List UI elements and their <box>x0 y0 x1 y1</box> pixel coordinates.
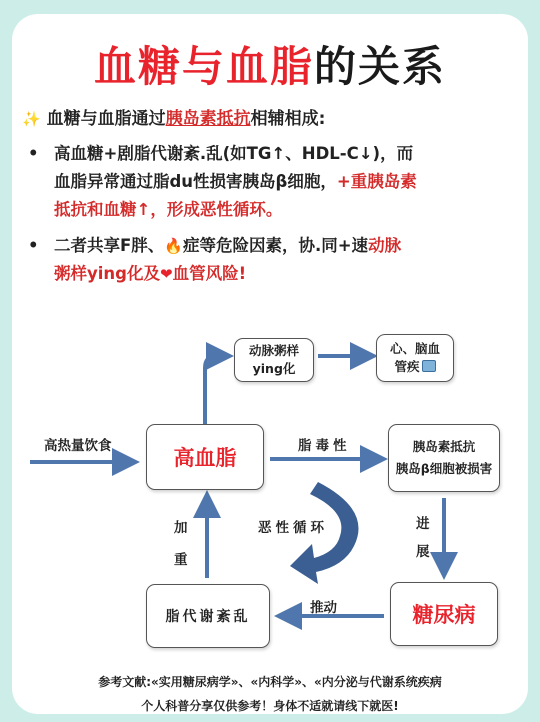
reference-line-2: 个人科普分享仅供参考！身体不适就请线下就医! <box>141 699 399 713</box>
heart-icon: ❤ <box>159 265 173 283</box>
bullet-1 <box>28 140 508 224</box>
node-insulin-line-1: 胰岛素抵抗 <box>412 439 476 454</box>
node-atherosclerosis <box>234 338 314 382</box>
node-athero-line-2: ying化 <box>252 361 296 376</box>
bullet-1-line-2: 血脂异常通过脂du性损害胰岛β细胞， <box>54 172 337 191</box>
flow-diagram <box>0 320 540 660</box>
label-drive: 推动 <box>310 600 337 616</box>
bullet-2 <box>28 232 508 288</box>
bullet-2-line-2a: 粥样ying化及 <box>54 264 160 283</box>
bullet-dot: • <box>28 236 39 255</box>
reference-line-1: 参考文献:«实用糖尿病学»、«内科学»、«内分泌与代谢系统疾病 <box>98 675 442 689</box>
node-insulin-resistance <box>388 424 500 492</box>
intro-after: 相辅相成: <box>250 109 326 129</box>
label-aggravate-2: 重 <box>174 552 188 568</box>
input-label: 高热量饮食 <box>44 438 112 454</box>
hospital-icon <box>422 360 436 372</box>
arrow-to-athero <box>205 356 222 425</box>
fire-icon: 🔥 <box>164 237 183 255</box>
label-aggravate-1: 加 <box>174 520 188 536</box>
node-high-lipid: 高血脂 <box>146 424 264 490</box>
bullet-2-line-2b: 血管风险! <box>172 264 247 283</box>
title-part-1: 血糖与血脂 <box>93 42 314 91</box>
intro-highlight: 胰岛素抵抗 <box>165 109 251 129</box>
bullet-1-line-2-red: +重胰岛素 <box>336 172 417 191</box>
bullet-2-line-1: 二者共享F胖、 <box>54 236 165 255</box>
node-insulin-line-2: 胰岛β细胞被损害 <box>395 461 493 476</box>
bullet-1-line-1: 高血糖+剧脂代谢紊.乱(如TG↑、HDL-C↓)，而 <box>54 144 414 163</box>
sparkles-icon: ✨ <box>22 110 41 128</box>
node-diabetes: 糖尿病 <box>390 582 498 646</box>
page-title <box>0 34 540 94</box>
bullet-1-line-3: 抵抗和血糖↑，形成恶性循环。 <box>54 200 283 219</box>
node-heart-line-1: 心、脑血 <box>389 341 440 356</box>
label-toxicity: 脂毒性 <box>298 438 351 454</box>
bullet-2-line-1-red: 动脉 <box>368 236 402 255</box>
node-lipid-disorder: 脂代谢紊乱 <box>146 584 270 648</box>
intro-before: 血糖与血脂通过 <box>46 109 166 129</box>
label-progress-2: 展 <box>416 544 430 560</box>
node-heart-brain <box>376 334 454 382</box>
bullet-dot: • <box>28 144 39 163</box>
node-heart-line-2: 管疾 <box>394 359 420 374</box>
references <box>0 670 540 718</box>
label-progress-1: 进 <box>416 516 430 532</box>
label-vicious-cycle: 恶性循环 <box>258 520 328 536</box>
title-part-2: 的关系 <box>314 42 447 91</box>
bullet-2-line-1b: 症等危险因素，协.同+速 <box>182 236 369 255</box>
intro-line <box>22 104 325 129</box>
node-athero-line-1: 动脉粥样 <box>248 343 299 358</box>
